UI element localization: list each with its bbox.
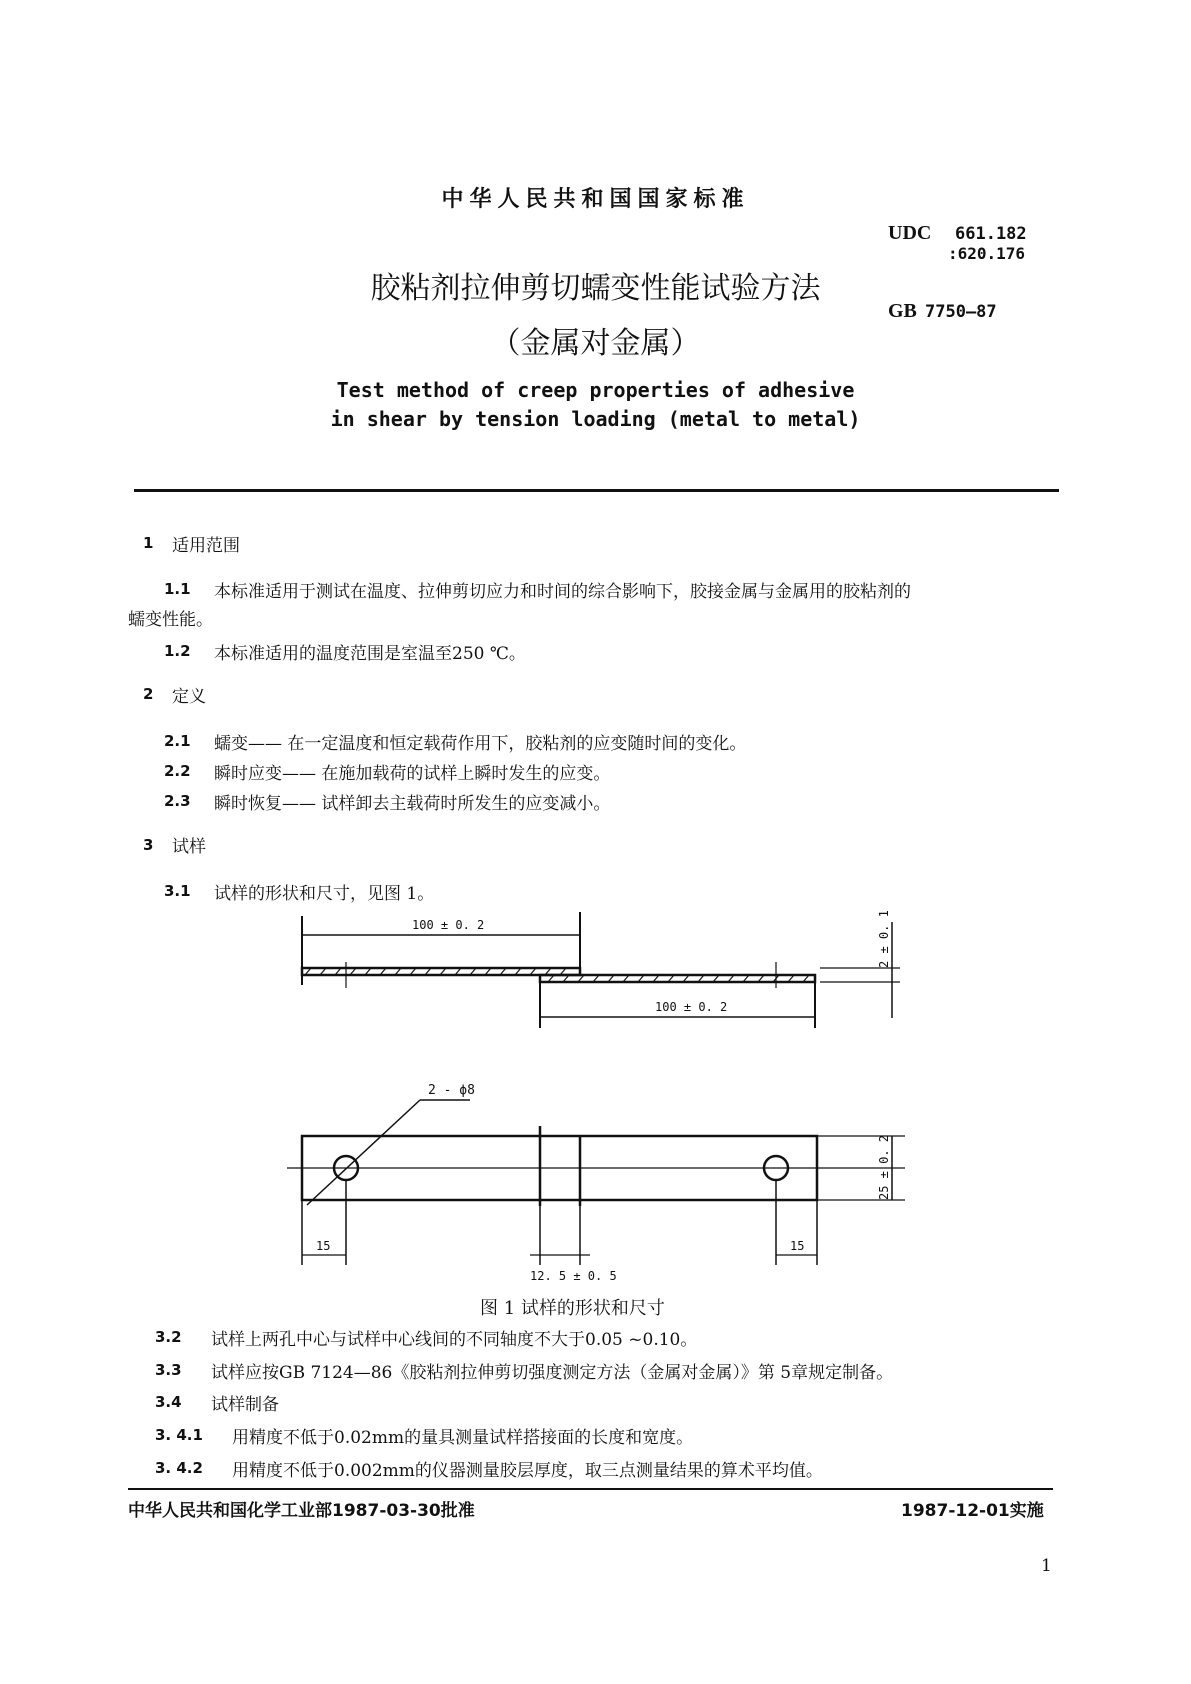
footer-divider xyxy=(128,1488,1053,1490)
clause-1-1-text-line1: 本标准适用于测试在温度、拉伸剪切应力和时间的综合影响下，胶接金属与金属用的胶粘剂的 xyxy=(214,582,911,602)
section-2-title: 定义 xyxy=(172,687,206,707)
approval-statement: 中华人民共和国化学工业部1987-03-30批准 xyxy=(128,1501,475,1521)
hole-leader xyxy=(307,1100,420,1205)
clause-3-2-number: 3.2 xyxy=(155,1328,182,1346)
udc-code-1: 661.182 xyxy=(955,224,1027,244)
clause-3-1-text: 试样的形状和尺寸，见图 1。 xyxy=(214,884,435,904)
english-title-line2: in shear by tension loading (metal to metal) xyxy=(330,407,861,431)
clause-3-4-2-text: 用精度不低于0.002mm的仪器测量胶层厚度，取三点测量结果的算术平均值。 xyxy=(232,1461,823,1481)
section-1-number: 1 xyxy=(143,534,154,552)
document-subtitle: （金属对金属） xyxy=(490,326,701,361)
document-title: 胶粘剂拉伸剪切蠕变性能试验方法 xyxy=(370,271,821,306)
clause-2-1-number: 2.1 xyxy=(164,732,191,750)
clause-3-1-number: 3.1 xyxy=(164,882,191,900)
dim-top-length-label: 100 ± 0. 2 xyxy=(412,918,485,932)
clause-2-1-text: 蠕变—— 在一定温度和恒定载荷作用下，胶粘剂的应变随时间的变化。 xyxy=(214,734,747,754)
clause-2-3-number: 2.3 xyxy=(164,792,191,810)
section-3-number: 3 xyxy=(143,836,154,854)
clause-3-3-text: 试样应按GB 7124—86《胶粘剂拉伸剪切强度测定方法（金属对金属）》第 5章规定制备。 xyxy=(211,1363,894,1383)
clause-3-4-number: 3.4 xyxy=(155,1393,182,1411)
implementation-date: 1987-12-01实施 xyxy=(901,1501,1044,1521)
figure-caption: 图 1 试样的形状和尺寸 xyxy=(480,1298,665,1319)
clause-1-2-number: 1.2 xyxy=(164,642,191,660)
dim-hole-label: 2 - ϕ8 xyxy=(428,1083,475,1098)
clause-3-4-1-text: 用精度不低于0.02mm的量具测量试样搭接面的长度和宽度。 xyxy=(232,1428,694,1448)
udc-code-2: :620.176 xyxy=(948,244,1026,263)
dim-thickness-label: 2 ± 0. 1 xyxy=(877,910,891,968)
clause-3-4-2-number: 3. 4.2 xyxy=(155,1459,203,1477)
section-2-number: 2 xyxy=(143,685,154,703)
dim-width-label: 25 ± 0. 2 xyxy=(877,1134,891,1200)
clause-3-4-1-number: 3. 4.1 xyxy=(155,1426,203,1444)
english-title-line1: Test method of creep properties of adhesive xyxy=(336,378,855,402)
clause-2-2-number: 2.2 xyxy=(164,762,191,780)
clause-1-1-text-line2: 蠕变性能。 xyxy=(128,610,213,630)
clause-1-2-text: 本标准适用的温度范围是室温至250 ℃。 xyxy=(214,644,526,664)
clause-3-4-text: 试样制备 xyxy=(211,1395,279,1415)
clause-3-2-text: 试样上两孔中心与试样中心线间的不同轴度不大于0.05 ~0.10。 xyxy=(211,1330,698,1350)
national-standard-heading: 中华人民共和国国家标准 xyxy=(441,187,750,212)
dim-overlap-label: 12. 5 ± 0. 5 xyxy=(530,1269,617,1283)
clause-2-3-text: 瞬时恢复—— 试样卸去主载荷时所发生的应变减小。 xyxy=(214,794,611,814)
page-number: 1 xyxy=(1041,1556,1052,1576)
section-1-title: 适用范围 xyxy=(172,536,240,556)
clause-3-3-number: 3.3 xyxy=(155,1361,182,1379)
dim-left-15-label: 15 xyxy=(316,1239,331,1253)
udc-label: UDC xyxy=(888,222,932,244)
gb-label: GB xyxy=(888,300,917,322)
section-3-title: 试样 xyxy=(172,837,206,857)
clause-1-1-number: 1.1 xyxy=(164,580,191,598)
gb-number: 7750—87 xyxy=(925,302,997,322)
clause-2-2-text: 瞬时应变—— 在施加载荷的试样上瞬时发生的应变。 xyxy=(214,764,611,784)
dim-right-15-label: 15 xyxy=(790,1239,805,1253)
dim-bottom-length-label: 100 ± 0. 2 xyxy=(655,1000,728,1014)
